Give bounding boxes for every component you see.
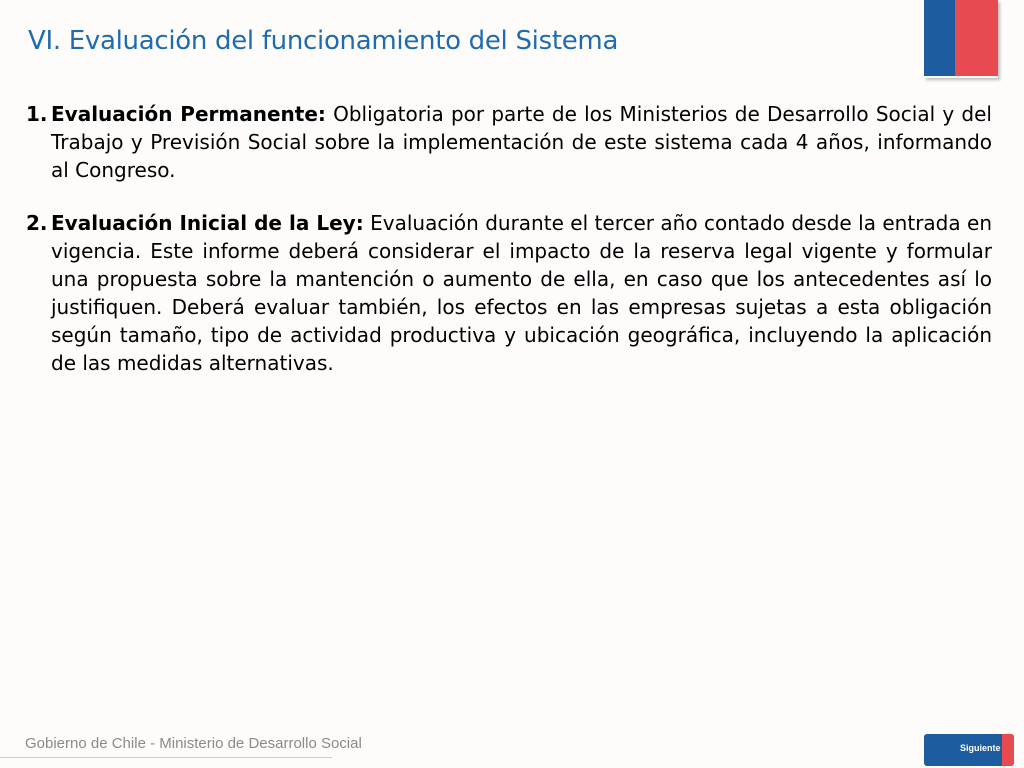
footer-organization: Gobierno de Chile - Ministerio de Desarrollo Social — [25, 735, 362, 752]
evaluation-list — [26, 100, 992, 402]
flag-red-band — [955, 0, 998, 76]
flag-blue-band — [924, 0, 955, 76]
next-arrow-icon — [1002, 734, 1014, 766]
footer-divider — [0, 757, 332, 758]
list-item-heading: Evaluación Permanente: — [51, 102, 326, 126]
list-item-body: Obligatoria por parte de los Ministerios de Desarrollo Social y del Trabajo y Previsión Social sobre la implementación de este sistema cada 4 años, informando al Congreso. — [51, 102, 992, 182]
list-item-heading: Evaluación Inicial de la Ley: — [51, 211, 364, 235]
list-item-text — [51, 100, 992, 184]
list-item — [26, 209, 992, 377]
list-item-body: Evaluación durante el tercer año contado desde la entrada en vigencia. Este informe deberá considerar el impacto de la reserva legal vigente y formular una propuesta sobre la mantención o aumento de ella, en caso que los antecedentes así lo justifiquen. Deberá evaluar también, los efectos en las empresas sujetas a esta obligación según tamaño, tipo de actividad productiva y ubicación geográfica, incluyendo la aplicación de las medidas alternativas. — [51, 211, 993, 375]
slide-title: VI. Evaluación del funcionamiento del Sistema — [28, 26, 619, 56]
list-item-number: 1. — [26, 102, 48, 126]
chile-flag-logo — [924, 0, 998, 78]
list-item — [26, 100, 992, 184]
next-button-label: Siguiente — [960, 743, 1001, 753]
list-item-number: 2. — [26, 211, 48, 235]
list-item-text — [51, 209, 992, 377]
next-button[interactable] — [924, 734, 1014, 766]
